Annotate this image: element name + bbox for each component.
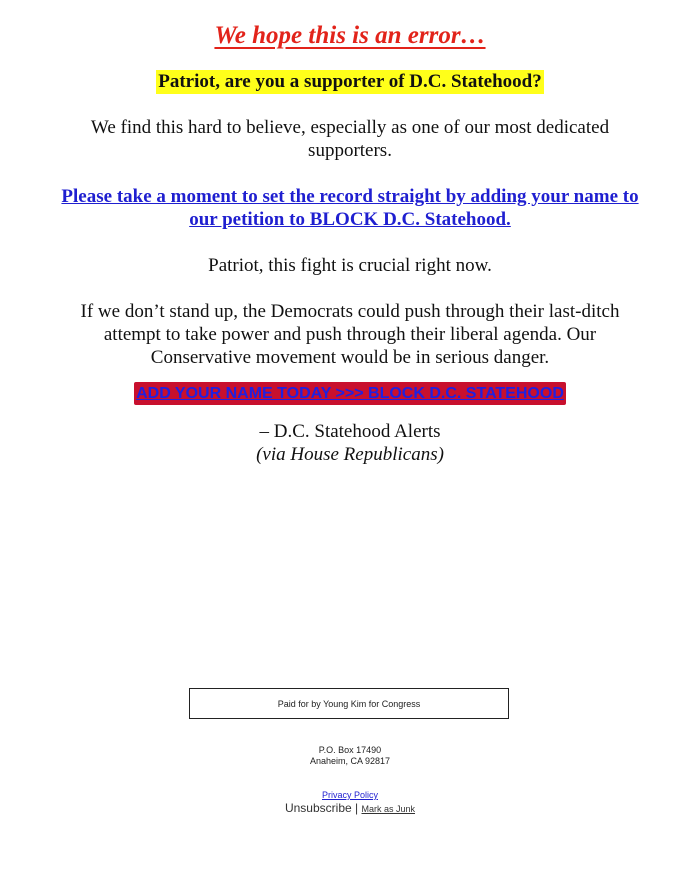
unsubscribe-row xyxy=(0,801,700,816)
signature-subtitle: (via House Republicans) xyxy=(256,444,444,465)
highlighted-subhead: Patriot, are you a supporter of D.C. Statehood? xyxy=(158,71,542,92)
email-headline: We hope this is an error… xyxy=(214,22,486,49)
urgency-paragraph: Patriot, this fight is crucial right now. xyxy=(208,255,492,276)
address-line-2: Anaheim, CA 92817 xyxy=(309,756,391,766)
intro-paragraph: We find this hard to believe, especially as one of our most dedicated supporters. xyxy=(90,117,610,161)
privacy-policy-link[interactable]: Privacy Policy xyxy=(321,790,378,800)
add-name-button[interactable]: ADD YOUR NAME TODAY >>> BLOCK D.C. STATEHOOD xyxy=(134,382,566,405)
paid-for-disclaimer: Paid for by Young Kim for Congress xyxy=(189,688,509,719)
footer-separator: | xyxy=(355,801,359,815)
footer-links xyxy=(0,790,700,816)
petition-link[interactable]: Please take a moment to set the record straight by adding your name to our petition to BLOCK D.C. Statehood. xyxy=(61,186,639,230)
subhead-container xyxy=(0,70,700,94)
mark-as-junk-link[interactable]: Mark as Junk xyxy=(361,804,416,814)
danger-paragraph: If we don’t stand up, the Democrats could push through their last-ditch attempt to take power and push through their liberal agenda. Our Conservative movement would be in serious danger. xyxy=(80,301,620,368)
address-line-1: P.O. Box 17490 xyxy=(318,745,382,755)
unsubscribe-link[interactable]: Unsubscribe xyxy=(284,801,352,815)
signature: – D.C. Statehood Alerts xyxy=(259,421,441,442)
cta-container xyxy=(0,382,700,405)
